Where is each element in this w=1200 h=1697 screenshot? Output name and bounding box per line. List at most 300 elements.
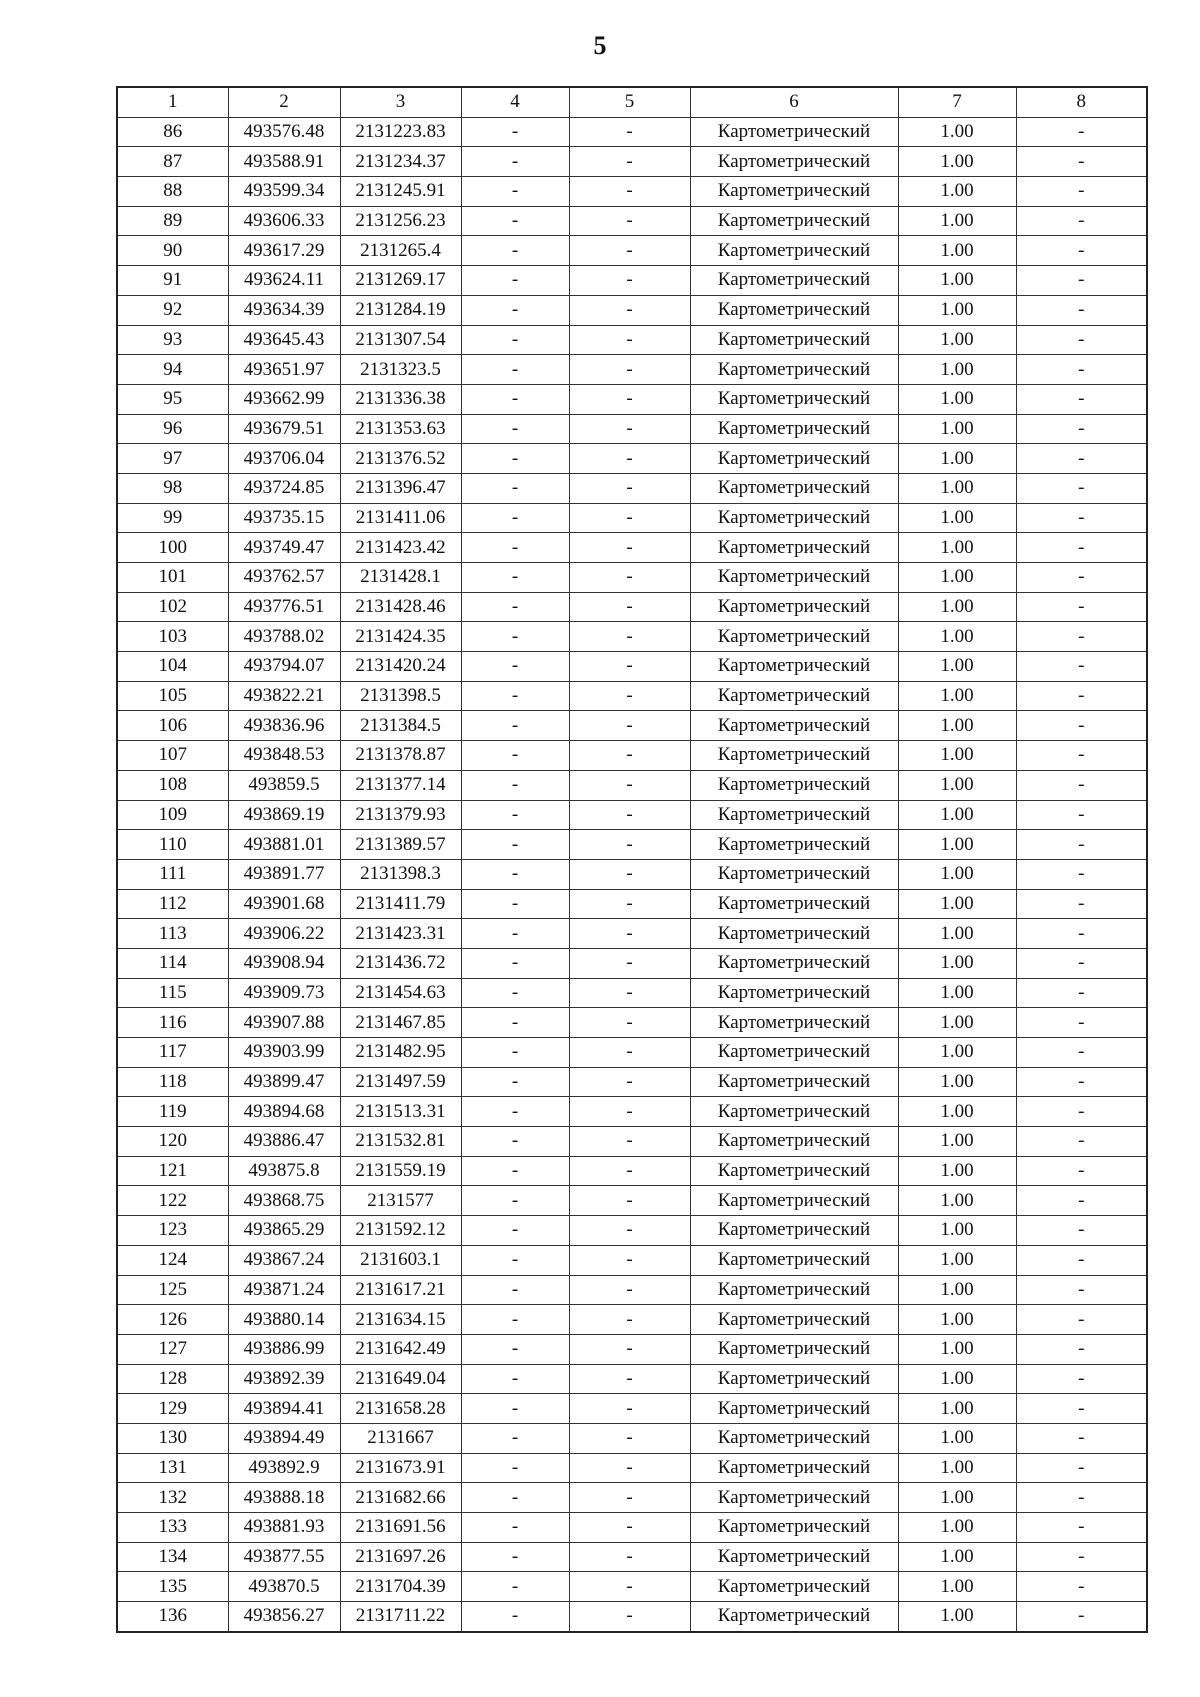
col4-cell: - <box>461 1186 569 1216</box>
col5-cell: - <box>569 1453 690 1483</box>
x-coordinate-cell: 493901.68 <box>228 889 340 919</box>
accuracy-cell: 1.00 <box>898 1156 1016 1186</box>
x-coordinate-cell: 493662.99 <box>228 384 340 414</box>
accuracy-cell: 1.00 <box>898 889 1016 919</box>
table-row <box>117 295 1147 325</box>
col4-cell: - <box>461 563 569 593</box>
point-number-cell: 86 <box>117 117 228 147</box>
col5-cell: - <box>569 1334 690 1364</box>
x-coordinate-cell: 493880.14 <box>228 1305 340 1335</box>
method-cell: Картометрический <box>690 1127 898 1157</box>
col4-cell: - <box>461 889 569 919</box>
x-coordinate-cell: 493788.02 <box>228 622 340 652</box>
method-cell: Картометрический <box>690 503 898 533</box>
point-number-cell: 89 <box>117 206 228 236</box>
col8-cell: - <box>1016 414 1147 444</box>
col5-cell: - <box>569 1245 690 1275</box>
col5-cell: - <box>569 889 690 919</box>
col8-cell: - <box>1016 355 1147 385</box>
col4-cell: - <box>461 473 569 503</box>
point-number-cell: 129 <box>117 1394 228 1424</box>
col4-cell: - <box>461 1067 569 1097</box>
x-coordinate-cell: 493679.51 <box>228 414 340 444</box>
col4-cell: - <box>461 1423 569 1453</box>
table-row <box>117 652 1147 682</box>
y-coordinate-cell: 2131336.38 <box>340 384 461 414</box>
col8-cell: - <box>1016 1008 1147 1038</box>
x-coordinate-cell: 493870.5 <box>228 1572 340 1602</box>
y-coordinate-cell: 2131245.91 <box>340 177 461 207</box>
col4-cell: - <box>461 1364 569 1394</box>
table-row <box>117 1334 1147 1364</box>
col8-cell: - <box>1016 830 1147 860</box>
col8-cell: - <box>1016 1334 1147 1364</box>
method-cell: Картометрический <box>690 622 898 652</box>
col5-cell: - <box>569 741 690 771</box>
col4-cell: - <box>461 741 569 771</box>
y-coordinate-cell: 2131642.49 <box>340 1334 461 1364</box>
point-number-cell: 103 <box>117 622 228 652</box>
col8-cell: - <box>1016 859 1147 889</box>
table-row <box>117 859 1147 889</box>
method-cell: Картометрический <box>690 859 898 889</box>
point-number-cell: 92 <box>117 295 228 325</box>
col5-cell: - <box>569 117 690 147</box>
method-cell: Картометрический <box>690 1245 898 1275</box>
y-coordinate-cell: 2131532.81 <box>340 1127 461 1157</box>
col4-cell: - <box>461 147 569 177</box>
method-cell: Картометрический <box>690 325 898 355</box>
accuracy-cell: 1.00 <box>898 592 1016 622</box>
table-row <box>117 1216 1147 1246</box>
point-number-cell: 87 <box>117 147 228 177</box>
col8-cell: - <box>1016 948 1147 978</box>
col8-cell: - <box>1016 1245 1147 1275</box>
col8-cell: - <box>1016 1602 1147 1632</box>
accuracy-cell: 1.00 <box>898 1334 1016 1364</box>
y-coordinate-cell: 2131378.87 <box>340 741 461 771</box>
x-coordinate-cell: 493909.73 <box>228 978 340 1008</box>
col5-cell: - <box>569 1542 690 1572</box>
point-number-cell: 122 <box>117 1186 228 1216</box>
accuracy-cell: 1.00 <box>898 1394 1016 1424</box>
point-number-cell: 108 <box>117 770 228 800</box>
method-cell: Картометрический <box>690 978 898 1008</box>
method-cell: Картометрический <box>690 1453 898 1483</box>
col4-cell: - <box>461 1216 569 1246</box>
y-coordinate-cell: 2131482.95 <box>340 1038 461 1068</box>
col5-cell: - <box>569 266 690 296</box>
x-coordinate-cell: 493907.88 <box>228 1008 340 1038</box>
point-number-cell: 100 <box>117 533 228 563</box>
point-number-cell: 105 <box>117 681 228 711</box>
col5-cell: - <box>569 1305 690 1335</box>
y-coordinate-cell: 2131424.35 <box>340 622 461 652</box>
method-cell: Картометрический <box>690 889 898 919</box>
accuracy-cell: 1.00 <box>898 1305 1016 1335</box>
x-coordinate-cell: 493588.91 <box>228 147 340 177</box>
accuracy-cell: 1.00 <box>898 147 1016 177</box>
table-row <box>117 830 1147 860</box>
col5-cell: - <box>569 295 690 325</box>
point-number-cell: 112 <box>117 889 228 919</box>
point-number-cell: 119 <box>117 1097 228 1127</box>
method-cell: Картометрический <box>690 830 898 860</box>
method-cell: Картометрический <box>690 948 898 978</box>
table-row <box>117 1542 1147 1572</box>
y-coordinate-cell: 2131411.06 <box>340 503 461 533</box>
col4-cell: - <box>461 414 569 444</box>
method-cell: Картометрический <box>690 533 898 563</box>
method-cell: Картометрический <box>690 711 898 741</box>
col8-cell: - <box>1016 1275 1147 1305</box>
col4-cell: - <box>461 1275 569 1305</box>
x-coordinate-cell: 493888.18 <box>228 1483 340 1513</box>
col8-cell: - <box>1016 1097 1147 1127</box>
x-coordinate-cell: 493892.39 <box>228 1364 340 1394</box>
point-number-cell: 104 <box>117 652 228 682</box>
y-coordinate-cell: 2131377.14 <box>340 770 461 800</box>
accuracy-cell: 1.00 <box>898 1423 1016 1453</box>
point-number-cell: 116 <box>117 1008 228 1038</box>
y-coordinate-cell: 2131682.66 <box>340 1483 461 1513</box>
method-cell: Картометрический <box>690 1156 898 1186</box>
x-coordinate-cell: 493856.27 <box>228 1602 340 1632</box>
method-cell: Картометрический <box>690 1364 898 1394</box>
col4-cell: - <box>461 978 569 1008</box>
x-coordinate-cell: 493865.29 <box>228 1216 340 1246</box>
col4-cell: - <box>461 1334 569 1364</box>
x-coordinate-cell: 493724.85 <box>228 473 340 503</box>
col5-cell: - <box>569 1008 690 1038</box>
x-coordinate-cell: 493576.48 <box>228 117 340 147</box>
col5-cell: - <box>569 859 690 889</box>
x-coordinate-cell: 493794.07 <box>228 652 340 682</box>
x-coordinate-cell: 493894.49 <box>228 1423 340 1453</box>
x-coordinate-cell: 493868.75 <box>228 1186 340 1216</box>
y-coordinate-cell: 2131658.28 <box>340 1394 461 1424</box>
x-coordinate-cell: 493871.24 <box>228 1275 340 1305</box>
col4-cell: - <box>461 711 569 741</box>
col5-cell: - <box>569 978 690 1008</box>
col5-cell: - <box>569 652 690 682</box>
point-number-cell: 99 <box>117 503 228 533</box>
y-coordinate-cell: 2131634.15 <box>340 1305 461 1335</box>
accuracy-cell: 1.00 <box>898 711 1016 741</box>
col4-cell: - <box>461 622 569 652</box>
table-row <box>117 1186 1147 1216</box>
col4-cell: - <box>461 1453 569 1483</box>
col8-cell: - <box>1016 770 1147 800</box>
point-number-cell: 98 <box>117 473 228 503</box>
accuracy-cell: 1.00 <box>898 325 1016 355</box>
x-coordinate-cell: 493894.41 <box>228 1394 340 1424</box>
accuracy-cell: 1.00 <box>898 444 1016 474</box>
x-coordinate-cell: 493762.57 <box>228 563 340 593</box>
col8-cell: - <box>1016 652 1147 682</box>
accuracy-cell: 1.00 <box>898 473 1016 503</box>
point-number-cell: 111 <box>117 859 228 889</box>
col5-cell: - <box>569 1038 690 1068</box>
x-coordinate-cell: 493651.97 <box>228 355 340 385</box>
col8-cell: - <box>1016 1364 1147 1394</box>
accuracy-cell: 1.00 <box>898 117 1016 147</box>
col8-cell: - <box>1016 711 1147 741</box>
col8-cell: - <box>1016 1394 1147 1424</box>
col5-cell: - <box>569 1423 690 1453</box>
accuracy-cell: 1.00 <box>898 206 1016 236</box>
table-row <box>117 1038 1147 1068</box>
y-coordinate-cell: 2131673.91 <box>340 1453 461 1483</box>
y-coordinate-cell: 2131423.31 <box>340 919 461 949</box>
method-cell: Картометрический <box>690 1305 898 1335</box>
col5-cell: - <box>569 147 690 177</box>
table-row <box>117 266 1147 296</box>
x-coordinate-cell: 493899.47 <box>228 1067 340 1097</box>
col8-cell: - <box>1016 1186 1147 1216</box>
y-coordinate-cell: 2131256.23 <box>340 206 461 236</box>
method-cell: Картометрический <box>690 236 898 266</box>
column-header: 7 <box>898 87 1016 117</box>
table-row <box>117 770 1147 800</box>
point-number-cell: 132 <box>117 1483 228 1513</box>
table-row <box>117 533 1147 563</box>
accuracy-cell: 1.00 <box>898 1216 1016 1246</box>
y-coordinate-cell: 2131396.47 <box>340 473 461 503</box>
col8-cell: - <box>1016 236 1147 266</box>
y-coordinate-cell: 2131667 <box>340 1423 461 1453</box>
col4-cell: - <box>461 236 569 266</box>
table-row <box>117 444 1147 474</box>
accuracy-cell: 1.00 <box>898 1453 1016 1483</box>
table-row <box>117 711 1147 741</box>
table-row <box>117 1067 1147 1097</box>
x-coordinate-cell: 493892.9 <box>228 1453 340 1483</box>
y-coordinate-cell: 2131592.12 <box>340 1216 461 1246</box>
accuracy-cell: 1.00 <box>898 1186 1016 1216</box>
col8-cell: - <box>1016 1453 1147 1483</box>
table-row <box>117 800 1147 830</box>
method-cell: Картометрический <box>690 117 898 147</box>
y-coordinate-cell: 2131420.24 <box>340 652 461 682</box>
accuracy-cell: 1.00 <box>898 652 1016 682</box>
y-coordinate-cell: 2131269.17 <box>340 266 461 296</box>
table-row <box>117 622 1147 652</box>
col8-cell: - <box>1016 1038 1147 1068</box>
accuracy-cell: 1.00 <box>898 1008 1016 1038</box>
col4-cell: - <box>461 355 569 385</box>
col5-cell: - <box>569 563 690 593</box>
table-row <box>117 355 1147 385</box>
col5-cell: - <box>569 622 690 652</box>
col8-cell: - <box>1016 533 1147 563</box>
table-row <box>117 117 1147 147</box>
y-coordinate-cell: 2131513.31 <box>340 1097 461 1127</box>
col5-cell: - <box>569 177 690 207</box>
accuracy-cell: 1.00 <box>898 414 1016 444</box>
column-header: 2 <box>228 87 340 117</box>
accuracy-cell: 1.00 <box>898 236 1016 266</box>
method-cell: Картометрический <box>690 919 898 949</box>
col8-cell: - <box>1016 1572 1147 1602</box>
y-coordinate-cell: 2131411.79 <box>340 889 461 919</box>
col4-cell: - <box>461 592 569 622</box>
table-row <box>117 236 1147 266</box>
x-coordinate-cell: 493848.53 <box>228 741 340 771</box>
point-number-cell: 102 <box>117 592 228 622</box>
y-coordinate-cell: 2131649.04 <box>340 1364 461 1394</box>
y-coordinate-cell: 2131697.26 <box>340 1542 461 1572</box>
method-cell: Картометрический <box>690 1572 898 1602</box>
point-number-cell: 133 <box>117 1513 228 1543</box>
col5-cell: - <box>569 414 690 444</box>
table-row <box>117 919 1147 949</box>
point-number-cell: 128 <box>117 1364 228 1394</box>
y-coordinate-cell: 2131467.85 <box>340 1008 461 1038</box>
col4-cell: - <box>461 1542 569 1572</box>
column-header: 1 <box>117 87 228 117</box>
x-coordinate-cell: 493822.21 <box>228 681 340 711</box>
method-cell: Картометрический <box>690 355 898 385</box>
method-cell: Картометрический <box>690 444 898 474</box>
x-coordinate-cell: 493886.47 <box>228 1127 340 1157</box>
point-number-cell: 121 <box>117 1156 228 1186</box>
accuracy-cell: 1.00 <box>898 1602 1016 1632</box>
method-cell: Картометрический <box>690 473 898 503</box>
col8-cell: - <box>1016 889 1147 919</box>
y-coordinate-cell: 2131691.56 <box>340 1513 461 1543</box>
accuracy-cell: 1.00 <box>898 1542 1016 1572</box>
point-number-cell: 118 <box>117 1067 228 1097</box>
col5-cell: - <box>569 444 690 474</box>
col5-cell: - <box>569 325 690 355</box>
column-header: 5 <box>569 87 690 117</box>
col5-cell: - <box>569 206 690 236</box>
accuracy-cell: 1.00 <box>898 830 1016 860</box>
col5-cell: - <box>569 800 690 830</box>
method-cell: Картометрический <box>690 295 898 325</box>
table-row <box>117 948 1147 978</box>
accuracy-cell: 1.00 <box>898 503 1016 533</box>
method-cell: Картометрический <box>690 206 898 236</box>
col4-cell: - <box>461 830 569 860</box>
table-row <box>117 1513 1147 1543</box>
method-cell: Картометрический <box>690 563 898 593</box>
y-coordinate-cell: 2131376.52 <box>340 444 461 474</box>
col4-cell: - <box>461 117 569 147</box>
x-coordinate-cell: 493908.94 <box>228 948 340 978</box>
col5-cell: - <box>569 1127 690 1157</box>
table-row <box>117 563 1147 593</box>
col5-cell: - <box>569 236 690 266</box>
accuracy-cell: 1.00 <box>898 681 1016 711</box>
accuracy-cell: 1.00 <box>898 177 1016 207</box>
point-number-cell: 125 <box>117 1275 228 1305</box>
table-row <box>117 741 1147 771</box>
x-coordinate-cell: 493836.96 <box>228 711 340 741</box>
method-cell: Картометрический <box>690 1513 898 1543</box>
table-row <box>117 1245 1147 1275</box>
col5-cell: - <box>569 1275 690 1305</box>
accuracy-cell: 1.00 <box>898 1097 1016 1127</box>
col8-cell: - <box>1016 622 1147 652</box>
col4-cell: - <box>461 919 569 949</box>
y-coordinate-cell: 2131577 <box>340 1186 461 1216</box>
point-number-cell: 131 <box>117 1453 228 1483</box>
point-number-cell: 117 <box>117 1038 228 1068</box>
col5-cell: - <box>569 1364 690 1394</box>
point-number-cell: 110 <box>117 830 228 860</box>
col4-cell: - <box>461 948 569 978</box>
col8-cell: - <box>1016 147 1147 177</box>
col4-cell: - <box>461 681 569 711</box>
y-coordinate-cell: 2131704.39 <box>340 1572 461 1602</box>
x-coordinate-cell: 493634.39 <box>228 295 340 325</box>
y-coordinate-cell: 2131398.5 <box>340 681 461 711</box>
table-row <box>117 384 1147 414</box>
col5-cell: - <box>569 948 690 978</box>
y-coordinate-cell: 2131436.72 <box>340 948 461 978</box>
method-cell: Картометрический <box>690 1097 898 1127</box>
point-number-cell: 134 <box>117 1542 228 1572</box>
col5-cell: - <box>569 1483 690 1513</box>
point-number-cell: 123 <box>117 1216 228 1246</box>
method-cell: Картометрический <box>690 1602 898 1632</box>
y-coordinate-cell: 2131423.42 <box>340 533 461 563</box>
col4-cell: - <box>461 533 569 563</box>
x-coordinate-cell: 493735.15 <box>228 503 340 533</box>
y-coordinate-cell: 2131379.93 <box>340 800 461 830</box>
point-number-cell: 96 <box>117 414 228 444</box>
accuracy-cell: 1.00 <box>898 1275 1016 1305</box>
col4-cell: - <box>461 1097 569 1127</box>
accuracy-cell: 1.00 <box>898 563 1016 593</box>
accuracy-cell: 1.00 <box>898 741 1016 771</box>
method-cell: Картометрический <box>690 592 898 622</box>
col5-cell: - <box>569 1602 690 1632</box>
y-coordinate-cell: 2131353.63 <box>340 414 461 444</box>
col8-cell: - <box>1016 266 1147 296</box>
col4-cell: - <box>461 1394 569 1424</box>
coordinates-table <box>116 86 1148 1633</box>
col4-cell: - <box>461 770 569 800</box>
accuracy-cell: 1.00 <box>898 1483 1016 1513</box>
col8-cell: - <box>1016 978 1147 1008</box>
point-number-cell: 127 <box>117 1334 228 1364</box>
col5-cell: - <box>569 503 690 533</box>
method-cell: Картометрический <box>690 1542 898 1572</box>
x-coordinate-cell: 493706.04 <box>228 444 340 474</box>
table-row <box>117 1364 1147 1394</box>
col4-cell: - <box>461 1245 569 1275</box>
y-coordinate-cell: 2131711.22 <box>340 1602 461 1632</box>
accuracy-cell: 1.00 <box>898 919 1016 949</box>
y-coordinate-cell: 2131234.37 <box>340 147 461 177</box>
table-row <box>117 1483 1147 1513</box>
col8-cell: - <box>1016 1513 1147 1543</box>
col5-cell: - <box>569 1513 690 1543</box>
method-cell: Картометрический <box>690 1008 898 1038</box>
col8-cell: - <box>1016 563 1147 593</box>
col8-cell: - <box>1016 919 1147 949</box>
y-coordinate-cell: 2131323.5 <box>340 355 461 385</box>
table-row <box>117 1127 1147 1157</box>
accuracy-cell: 1.00 <box>898 355 1016 385</box>
method-cell: Картометрический <box>690 1423 898 1453</box>
page-number: 5 <box>593 31 607 60</box>
x-coordinate-cell: 493903.99 <box>228 1038 340 1068</box>
col8-cell: - <box>1016 384 1147 414</box>
